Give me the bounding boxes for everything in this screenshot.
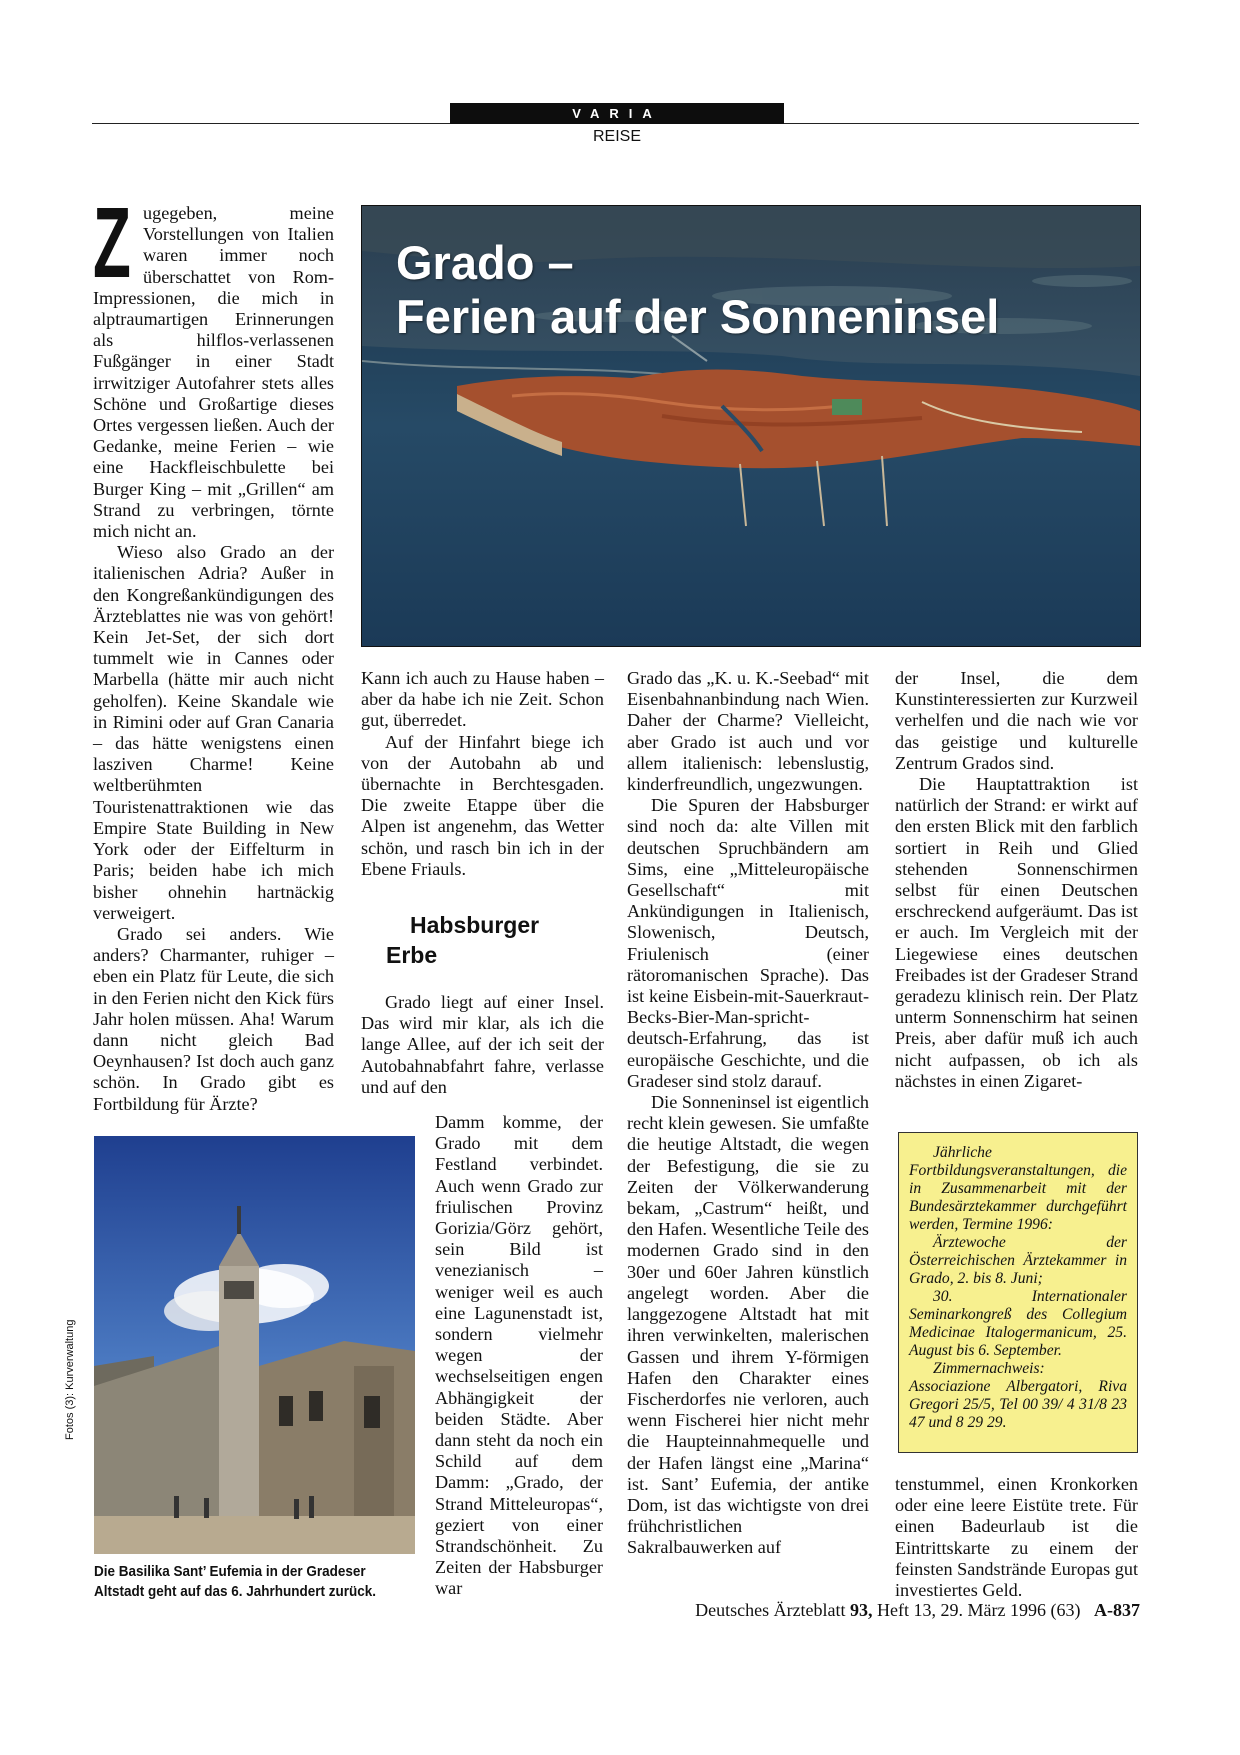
title-line-2: Ferien auf der Sonneninsel (396, 290, 1000, 343)
subheading-line-2: Erbe (386, 942, 438, 969)
basilica-photo (94, 1136, 415, 1554)
photo-credit: Fotos (3): Kurverwaltung (64, 1319, 76, 1440)
subsection-label: REISE (592, 128, 641, 145)
column-1 (93, 187, 334, 1115)
journal-volume: 93, (850, 1600, 873, 1620)
paragraph: der Insel, die dem Kunstinteressierten zur Kurzweil verhelfen und die nach wie vor das geistige und kulturelle Zentrum Grados sind. (895, 668, 1138, 773)
subheading (361, 910, 604, 970)
photo-caption: Die Basilika Sant’ Eufemia in der Gradeser Altstadt geht auf das 6. Jahrhundert zurück. (94, 1563, 377, 1600)
paragraph: Grado liegt auf einer Insel. Das wird mir klar, als ich die lange Allee, auf der ich seit der Autobahnabfahrt fahre, verlasse und auf den (361, 992, 604, 1097)
column-4-lower (895, 1474, 1138, 1601)
info-paragraph: Zimmernachweis: Associazione Albergatori, Riva Gregori 25/5, Tel 00 39/ 4 31/8 23 47 und 8 29 29. (909, 1360, 1127, 1431)
paragraph: Wieso also Grado an der italienischen Adria? Außer in den Kongreßankündigungen des Ärzteblattes nie was von gehört! Kein Jet-Set, der sich dort tummelt wie in Cannes oder Marbella (hätte mir auch nicht geholfen). Keine Skandale wie in Rimini oder auf Gran Canaria – das hätte wenigstens einen lasziven Charme! Keine weltberühmten Touristenattraktionen wie das Empire State Building in New York oder der Eiffelturm in Paris; beiden habe ich mich bisher ohnehin hartnäckig verweigert. (93, 542, 334, 923)
paragraph: Damm komme, der Grado mit dem Festland verbindet. Auch wenn Grado zur friulischen Provinz Gorizia/Görz gehört, sein Bild ist venezianisch – weniger weil es auch eine Lagunenstadt ist, sondern vielmehr wegen der wechselseitigen engen Abhängigkeit der beiden Städte. Aber dann steht da noch ein Schild auf dem Damm: „Grado, der Strand Mitteleuropas“, geziert von einer Strandschönheit. Zu Zeiten der Habsburger war (435, 1112, 603, 1599)
intro-paragraph (93, 187, 334, 542)
column-2-lower (435, 1112, 603, 1600)
paragraph: Kann ich auch zu Hause haben – aber da habe ich nie Zeit. Schon gut, überredet. (361, 668, 604, 731)
column-3 (627, 668, 869, 1559)
paragraph: Grado sei anders. Wie anders? Charmanter, ruhiger – eben ein Platz für Leute, die sich in den Ferien nicht den Kick fürs Jahr holen müssen. Aha! Warum dann nicht gleich Bad Oeynhausen? Ist doch auch ganz schön. In Grado gibt es Fortbildung für Ärzte? (93, 923, 334, 1114)
section-label: VARIA (450, 103, 784, 124)
column-4-upper (895, 668, 1138, 1092)
journal-name: Deutsches Ärzteblatt (695, 1600, 846, 1620)
dropcap: Z (93, 187, 131, 299)
column-2-upper (361, 668, 604, 1098)
info-box (898, 1132, 1138, 1453)
page-number: A-837 (1094, 1600, 1140, 1620)
basilica-photo-image (94, 1136, 415, 1554)
subheading-line-1: Habsburger (410, 912, 540, 939)
info-paragraph: 30. Internationaler Seminarkongreß des Collegium Medicinae Italogermanicum, 25. August bis 6. September. (909, 1288, 1127, 1359)
paragraph: Die Spuren der Habsburger sind noch da: alte Villen mit deutschen Spruchbändern am Sims, eine „Mitteleuropäische Gesellschaft“ mit Ankündigungen in Italienisch, Slowenisch, Deutsch, Friulenisch (einer rätoromanischen Sprache). Das ist keine Eisbein-mit-Sauerkraut-Becks-Bier-Man-spricht-deutsch-Erfahrung, das ist europäische Geschichte, und die Gradeser sind stolz darauf. (627, 795, 869, 1091)
article-title (396, 236, 999, 344)
paragraph: Die Hauptattraktion ist natürlich der Strand: er wirkt auf den ersten Blick mit den farblich sortiert in Reih und Glied stehenden Sonnenschirmen selbst für einen Deutschen erschreckend aufgeräumt. Das ist er auch. Im Vergleich mit der Liegewiese eines deutschen Freibades ist der Gradeser Strand geradezu klinisch rein. Der Platz unterm Sonnenschirm hat seinen Preis, aber dafür muß ich auch nicht aufpassen, ob ich als nächstes in einen Zigaret- (895, 774, 1138, 1091)
intro-text: ugegeben, meine Vorstellungen von Italien waren immer noch überschattet von Rom-Impressionen, die mich in alptraumartigen Erinnerungen als hilflos-verlassenen Fußgänger in einer Stadt irrwitziger Autofahrer stets alles Schöne und Großartige dieses Ortes vergessen ließen. Auch der Gedanke, meine Ferien – wie eine Hackfleischbulette bei Burger King – mit „Grillen“ am Strand zu verbringen, törnte mich nicht an. (93, 203, 334, 542)
info-paragraph: Jährliche Fortbildungsveranstaltungen, die in Zusammenarbeit mit der Bundesärztekammer durchgeführt werden, Termine 1996: (909, 1144, 1127, 1233)
info-paragraph: Ärztewoche der Österreichischen Ärztekammer in Grado, 2. bis 8. Juni; (909, 1234, 1127, 1287)
paragraph: Auf der Hinfahrt biege ich von der Autobahn ab und übernachte in Berchtesgaden. Die zweite Etappe über die Alpen ist angenehm, das Wetter schön, und rasch bin ich in der Ebene Friauls. (361, 731, 604, 879)
paragraph: Die Sonneninsel ist eigentlich recht klein gewesen. Sie umfaßte die heutige Altstadt, die wegen der Befestigung, die sie zu Zeiten der Völkerwanderung bekam, „Castrum“ heißt, und den Hafen. Wesentliche Teile des modernen Grado sind in den 30er und 60er Jahren künstlich angelegt worden. Aber die langgezogene Altstadt hat mit ihren verwinkelten, malerischen Gassen und ihrem Y-förmigen Hafen den Charakter eines Fischerdorfes nie verloren, auch wenn Fischerei hier nicht mehr die Haupteinnahmequelle und der Hafen längst eine „Marina“ ist. Sant’ Eufemia, der antike Dom, ist das wichtigste von drei frühchristlichen Sakralbauwerken auf (627, 1092, 869, 1558)
paragraph: Grado das „K. u. K.-Seebad“ mit Eisenbahnanbindung nach Wien. Daher der Charme? Vielleicht, aber Grado ist auch und vor allem italienisch: lebenslustig, kinderfreundlich, ungezwungen. (627, 668, 869, 795)
paragraph: tenstummel, einen Kronkorken oder eine leere Eistüte trete. Für einen Badeurlaub ist die Eintrittskarte zu einem der feinsten Sandstrände Europas gut investiertes Geld. (895, 1474, 1138, 1601)
issue-info: Heft 13, 29. März 1996 (63) (877, 1600, 1081, 1620)
title-line-1: Grado – (396, 236, 574, 289)
aerial-photo-grado (361, 205, 1141, 647)
page-footer (620, 1600, 1140, 1621)
